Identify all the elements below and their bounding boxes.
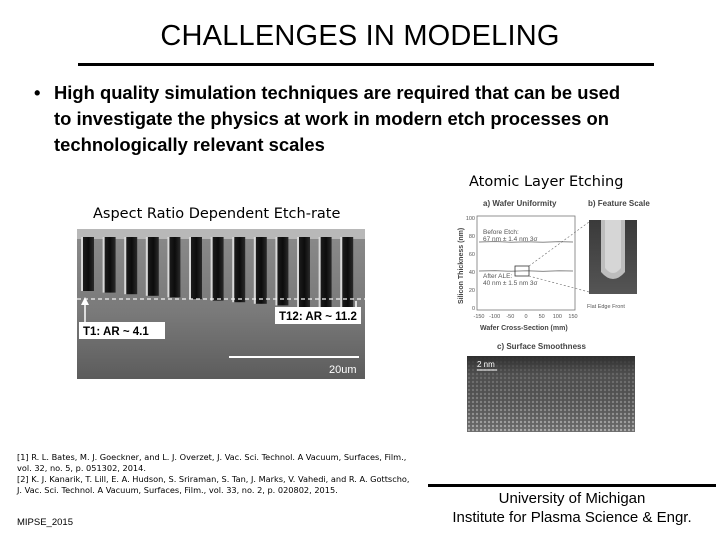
trench-sidewall bbox=[254, 237, 256, 304]
trench bbox=[126, 237, 137, 294]
y-tick-label: 40 bbox=[468, 270, 475, 276]
trench-sidewall bbox=[146, 237, 148, 296]
trench-sidewall bbox=[340, 237, 342, 310]
trench-sidewall bbox=[319, 237, 321, 309]
y-axis-label: Silicon Thickness (nm) bbox=[458, 227, 465, 304]
footer-conference: MIPSE_2015 bbox=[17, 517, 73, 528]
trench-sidewall bbox=[103, 237, 105, 293]
scale-2nm-label: 2 nm bbox=[477, 360, 495, 369]
x-axis-label: Wafer Cross-Section (mm) bbox=[480, 325, 568, 332]
y-tick-label: 20 bbox=[468, 288, 475, 294]
trench bbox=[321, 237, 332, 309]
trench-sidewall bbox=[232, 237, 234, 302]
footer-university: University of Michigan bbox=[498, 490, 646, 507]
bullet-point bbox=[34, 80, 634, 158]
bullet-marker: • bbox=[34, 82, 41, 103]
ale-image bbox=[455, 196, 715, 434]
before-label: Before Etch: bbox=[483, 229, 519, 236]
trench bbox=[191, 237, 202, 299]
before-value: 67 nm ± 1.4 nm 3σ bbox=[483, 236, 538, 243]
y-tick-label: 0 bbox=[471, 306, 475, 312]
t1-label: T1: AR ~ 4.1 bbox=[83, 326, 149, 338]
flat-edge-label: Flat Edge Front bbox=[587, 304, 625, 310]
footer-rule bbox=[428, 484, 716, 487]
panel-c-title: c) Surface Smoothness bbox=[497, 342, 586, 351]
trench bbox=[299, 237, 310, 307]
trench-sidewall bbox=[275, 237, 277, 305]
sem-image bbox=[77, 229, 365, 379]
sem-micrograph bbox=[77, 229, 365, 379]
trench bbox=[213, 237, 224, 301]
x-tick-label: -50 bbox=[506, 314, 515, 320]
panel-a-title: a) Wafer Uniformity bbox=[483, 199, 557, 208]
trench bbox=[83, 237, 94, 291]
y-tick-label: 60 bbox=[468, 252, 475, 258]
y-tick-label: 80 bbox=[468, 234, 475, 240]
t12-label: T12: AR ~ 11.2 bbox=[279, 311, 357, 323]
trench bbox=[234, 237, 245, 302]
slide-title: CHALLENGES IN MODELING bbox=[160, 20, 560, 52]
reference-2: [2] K. J. Kanarik, T. Lill, E. A. Hudson, S. Sriraman, S. Tan, J. Marks, V. Vahedi, and R. A. Gottscho, J. Vac. Sci. Technol. A Vacuum, Surfaces, Film., vol. 33, no. 2, p. 020802, 2015. bbox=[17, 474, 410, 495]
trench bbox=[277, 237, 288, 305]
x-tick-label: -100 bbox=[489, 314, 501, 320]
trench bbox=[105, 237, 116, 293]
trench bbox=[256, 237, 267, 304]
caption-aspect-ratio: Aspect Ratio Dependent Etch-rate bbox=[93, 206, 341, 222]
trench-sidewall bbox=[81, 237, 83, 291]
trench bbox=[148, 237, 159, 296]
trench-sidewall bbox=[167, 237, 169, 297]
x-tick-label: 50 bbox=[538, 314, 545, 320]
references bbox=[17, 452, 417, 496]
after-value: 40 nm ± 1.5 nm 3σ bbox=[483, 280, 538, 287]
footer-institute: Institute for Plasma Science & Engr. bbox=[452, 509, 692, 526]
x-tick-label: 150 bbox=[568, 314, 578, 320]
panel-b-title: b) Feature Scale bbox=[588, 199, 650, 208]
trench-sidewall bbox=[189, 237, 191, 299]
x-tick-label: 0 bbox=[524, 314, 528, 320]
y-tick-label: 100 bbox=[465, 216, 475, 222]
trench bbox=[169, 237, 180, 297]
after-label: After ALE: bbox=[483, 273, 513, 280]
reference-1: [1] R. L. Bates, M. J. Goeckner, and L. J. Overzet, J. Vac. Sci. Technol. A Vacuum, Surfaces, Film., vol. 32, no. 5, p. 051302, 2014. bbox=[17, 452, 407, 473]
x-tick-label: 100 bbox=[552, 314, 562, 320]
footer-affiliation bbox=[428, 489, 716, 527]
trench-sidewall bbox=[211, 237, 213, 301]
bullet-text: High quality simulation techniques are required that can be used to investigate the physics at work in modern etch processes on technologically relevant scales bbox=[54, 82, 621, 155]
scale-label: 20um bbox=[329, 364, 357, 376]
title-underline bbox=[78, 63, 654, 66]
x-ticks bbox=[473, 314, 577, 320]
trench-sidewall bbox=[297, 237, 299, 307]
ale-figure bbox=[455, 196, 715, 434]
x-tick-label: -150 bbox=[473, 314, 485, 320]
caption-atomic-layer-etching: Atomic Layer Etching bbox=[469, 174, 624, 190]
trench-sidewall bbox=[124, 237, 126, 294]
y-ticks bbox=[466, 216, 475, 312]
